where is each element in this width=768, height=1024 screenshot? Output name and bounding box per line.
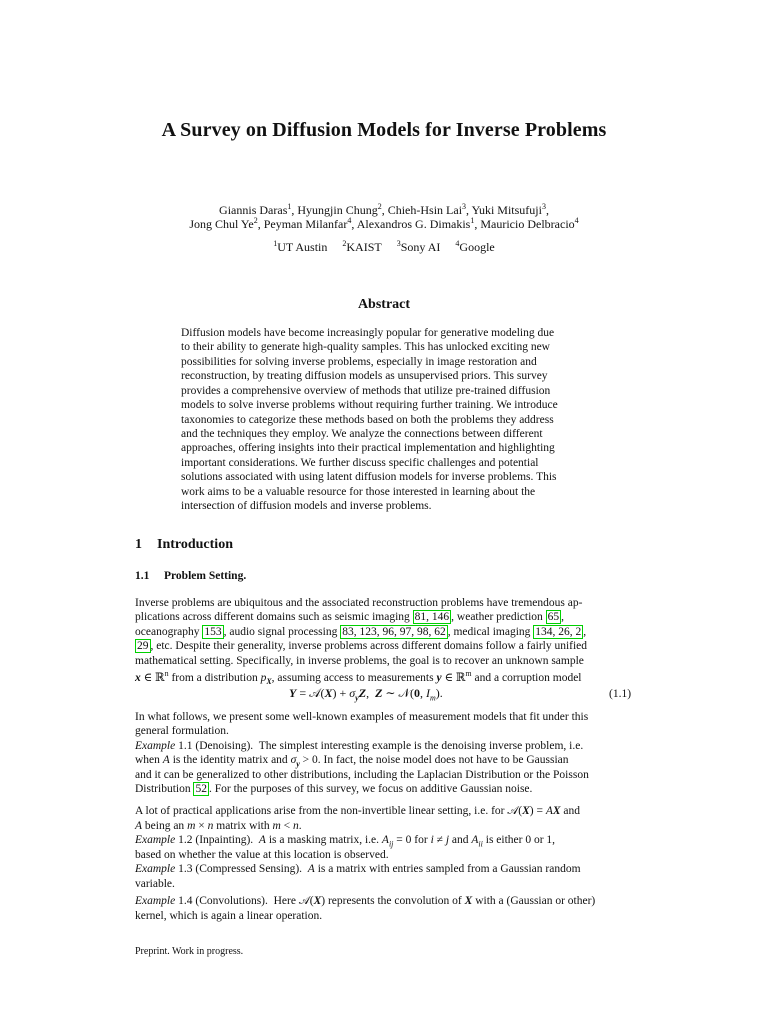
example-line: Example 1.3 (Compressed Sensing). A is a matrix with entries sampled from a Gaussian random: [135, 863, 581, 875]
paper-title: A Survey on Diffusion Models for Inverse Problems: [161, 119, 607, 141]
example-line: Distribution 52 . For the purposes of this survey, we focus on additive Gaussian noise.: [135, 783, 533, 795]
citation-link[interactable]: 29: [137, 640, 149, 652]
example-line: variable.: [135, 878, 175, 890]
abstract-line: and the techniques they employ. We analyze the connections between different: [181, 428, 543, 440]
body-line: In what follows, we present some well-known examples of measurement models that fit under this: [135, 711, 589, 723]
author-line-2: Jong Chul Ye$^2$, Peyman Milanfar$^4$, Alexandros G. Dimakis$^1$, Mauricio Delbracio$^4$: [189, 216, 579, 231]
body-line: general formulation.: [135, 725, 229, 737]
abstract-line: solutions associated with using latent diffusion models for inverse problems. This: [181, 471, 557, 483]
abstract-line: approaches, offering insights into their practical implementation and highlighting: [181, 442, 555, 454]
affiliations: [0, 239, 768, 255]
abstract-line: intersection of diffusion models and inverse problems.: [181, 500, 432, 512]
abstract-line: important considerations. We further discuss specific challenges and potential: [181, 457, 539, 469]
subsection-heading: 1.1 Problem Setting.: [135, 570, 247, 582]
citation-link[interactable]: 81, 146: [414, 611, 450, 623]
abstract-line: Diffusion models have become increasingly popular for generative modeling due: [181, 327, 555, 339]
page-footer: Preprint. Work in progress.: [135, 946, 244, 957]
abstract-heading: Abstract: [357, 297, 411, 312]
citation-link[interactable]: 65: [547, 611, 560, 623]
example-line: Example 1.1 (Denoising). The simplest interesting example is the denoising inverse problem, i.e.: [135, 740, 584, 752]
body-line: mathematical setting. Specifically, in inverse problems, the goal is to recover an unknown sample: [135, 655, 584, 667]
example-line: Example 1.4 (Convolutions). Here 𝒜(X) represents the convolution of X with a (Gaussian or other): [135, 895, 596, 907]
author-name: Peyman Milanfar: [263, 217, 348, 231]
author-name: Giannis Daras: [219, 203, 288, 217]
body-line: A being an m × n matrix with m < n.: [135, 820, 302, 832]
citation-link[interactable]: 153: [204, 626, 222, 638]
author-name: Chieh-Hsin Lai: [387, 203, 463, 217]
affiliation: $^4$Google: [455, 239, 495, 254]
body-line: x ∈ ℝ$^n$ from a distribution $p_X$, assuming access to measurements y ∈ ℝ$^m$ and a corruption model: [135, 669, 582, 687]
affiliation: $^1$UT Austin: [273, 239, 328, 254]
affiliation: $^2$KAIST: [342, 239, 382, 254]
section-heading: 1 Introduction: [135, 537, 233, 552]
body-line: A lot of practical applications arise from the non-invertible linear setting, i.e. for 𝒜(X) = AX and: [135, 805, 581, 817]
affiliation: $^3$Sony AI: [396, 239, 441, 254]
abstract-line: taxonomies to categorize these methods based on both the problems they address: [181, 414, 554, 426]
example-line: based on whether the value at this location is observed.: [135, 849, 389, 861]
author-line-1: Giannis Daras$^1$, Hyungjin Chung$^2$, Chieh-Hsin Lai$^3$, Yuki Mitsufuji$^3$,: [219, 202, 549, 217]
citation-link[interactable]: 134, 26, 2: [535, 626, 582, 638]
body-line: oceanography 153 , audio signal processing 83, 123, 96, 97, 98, 62 , medical imaging 134, 26, 2 ,: [135, 626, 587, 638]
abstract-line: work aims to be a valuable resource for those interested in learning about the: [181, 486, 536, 498]
abstract-line: possibilities for solving inverse problems, especially in image restoration and: [181, 356, 537, 368]
body-line: 29 , etc. Despite their generality, inverse problems across different domains follow a fairly unified: [137, 640, 588, 652]
body-line: Inverse problems are ubiquitous and the associated reconstruction problems have tremendous ap-: [135, 597, 583, 609]
author-name: Alexandros G. Dimakis: [356, 217, 471, 231]
abstract-line: models to solve inverse problems without requiring further training. We introduce: [181, 399, 558, 411]
author-name: Yuki Mitsufuji: [471, 203, 542, 217]
equation: Y = 𝒜(X) + $\sigma_yZ$, Z ∼ 𝒩(0, $I_m$).: [289, 686, 443, 703]
author-name: Mauricio Delbracio: [480, 217, 575, 231]
example-line: when A is the identity matrix and $\sigma_y > 0$. In fact, the noise model does not have to be Gaussian: [135, 754, 569, 769]
abstract-line: provides a comprehensive overview of methods that utilize pre-trained diffusion: [181, 385, 551, 397]
author-name: Jong Chul Ye: [189, 217, 254, 231]
author-name: Hyungjin Chung: [297, 203, 378, 217]
example-line: Example 1.2 (Inpainting). A is a masking matrix, i.e. $A_{ij} = 0$ for i ≠ j and $A_{ii}$ is either 0 or 1,: [135, 834, 556, 849]
body-line: plications across different domains such as seismic imaging 81, 146 , weather prediction 65 ,: [135, 611, 565, 623]
citation-link[interactable]: 52: [195, 783, 207, 795]
example-line: kernel, which is again a linear operation.: [135, 910, 323, 922]
equation-number: (1.1): [609, 688, 632, 700]
citation-link[interactable]: 83, 123, 96, 97, 98, 62: [342, 626, 446, 638]
abstract-line: to their ability to generate high-quality samples. This has unlocked exciting new: [181, 341, 550, 353]
abstract-line: reconstruction, by treating diffusion models as unsupervised priors. This survey: [181, 370, 548, 382]
example-line: and it can be generalized to other distributions, including the Laplacian Distribution or the Poisson: [135, 769, 589, 781]
